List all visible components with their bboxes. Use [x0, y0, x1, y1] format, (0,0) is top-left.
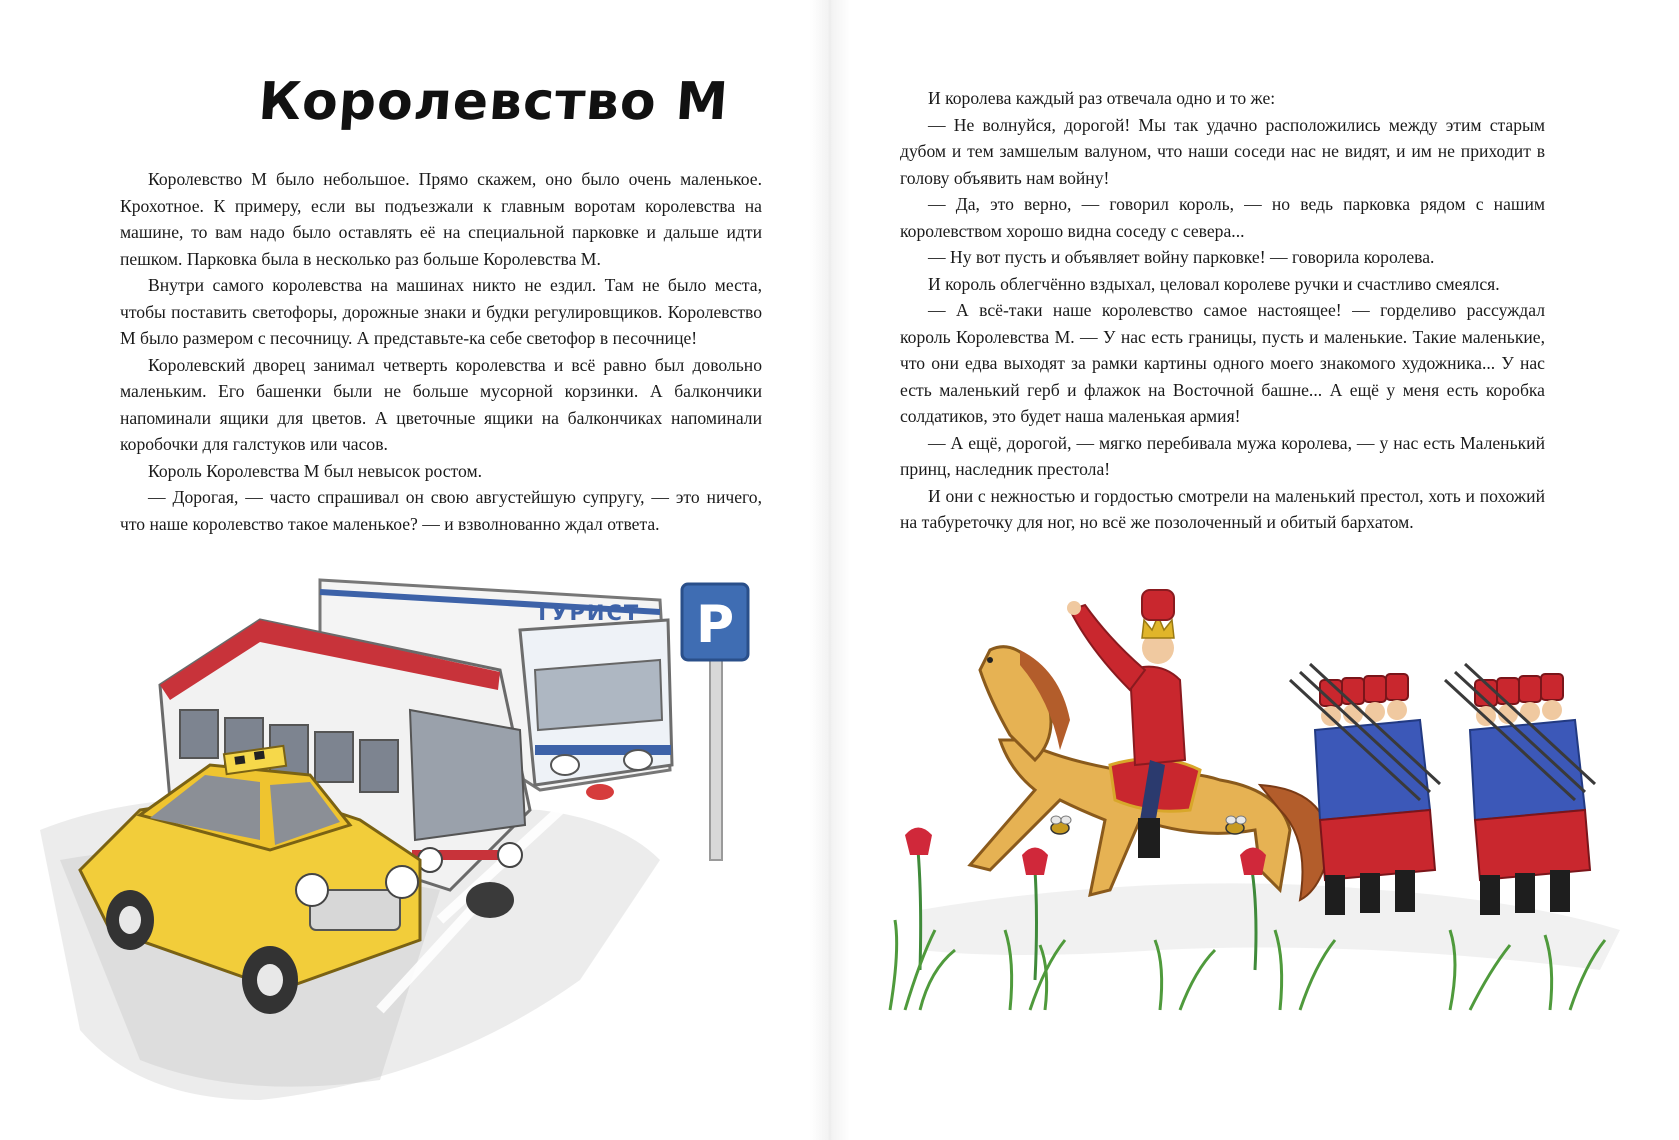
bee-icon [1226, 816, 1246, 834]
paragraph: Внутри самого королевства на машинах никто не ездил. Там не было места, чтобы поставить светофоры, дорожные знаки и будки регулировщиков. Королевство М было размером с песочницу. А представьте-ка себе светофор в песочнице! [120, 275, 762, 348]
parking-lot-illustration [20, 560, 820, 1120]
chapter-title: Королевство М [256, 72, 731, 132]
paragraph: — А всё-таки наше королевство самое настоящее! — горделиво рассуждал король Королевства М. — У нас есть границы, пусть и маленькие. Такие маленькие, что они едва выходят за рамки картины одного моего знакомого художника... У нас есть маленький герб и флажок на Восточной башне... А ещё у меня есть коробка солдатиков, это будет наша маленькая армия! [900, 300, 1545, 426]
paragraph: — Дорогая, — часто спрашивал он свою августейшую супругу, — это ничего, что наше королевство такое маленькое? — и взволнованно ждал ответа. [120, 487, 762, 534]
bee-icon [1051, 816, 1071, 834]
king-and-soldiers-illustration [860, 570, 1660, 1070]
paragraph: И они с нежностью и гордостью смотрели на маленький престол, хоть и похожий на табуреточку для ног, но всё же позолоченный и обитый бархатом. [900, 485, 1545, 532]
paragraph: — Ну вот пусть и объявляет войну парковке! — говорила королева. [928, 247, 1435, 267]
soldiers-group [1445, 664, 1595, 915]
parking-sign [682, 584, 748, 860]
parking-sign-letter: P [695, 595, 735, 655]
paragraph: — А ещё, дорогой, — мягко перебивала мужа королева, — у нас есть Маленький принц, наследник престола! [900, 432, 1545, 479]
paragraph: И королева каждый раз отвечала одно и то же: [928, 88, 1276, 108]
paragraph: Королевство М было небольшое. Прямо скажем, оно было очень маленькое. Крохотное. К примеру, если вы подъезжали к главным воротам королевства на машине, то вам надо было оставлять её на специальной парковке и дальше идти пешком. Парковка была в несколько раз больше Королевства М. [120, 169, 762, 269]
paragraph: Королевский дворец занимал четверть королевства и всё равно был довольно маленьким. Его башенки были не больше мусорной корзинки. А балкончики напоминали ящики для цветов. А цветочные ящики на балкончиках напоминали коробочки для галстуков или часов. [120, 354, 762, 454]
paragraph: И король облегчённо вздыхал, целовал королеве ручки и счастливо смеялся. [928, 273, 1500, 294]
paragraph: — Да, это верно, — говорил король, — но ведь парковка рядом с нашим королевством хорошо видна соседу с севера... [900, 194, 1545, 241]
bus-destination-sign: ТУРИСТ [535, 601, 641, 625]
left-page [0, 0, 820, 1140]
paragraph: Король Королевства М был невысок ростом. [148, 460, 482, 481]
right-page-text [900, 85, 1545, 536]
right-page [840, 0, 1679, 1140]
paragraph: — Не волнуйся, дорогой! Мы так удачно расположились между этим старым дубом и тем замшелым валуном, что наши соседи нас не видят, и им не приходит в голову объявить нам войну! [900, 114, 1545, 188]
left-page-text [120, 166, 762, 537]
